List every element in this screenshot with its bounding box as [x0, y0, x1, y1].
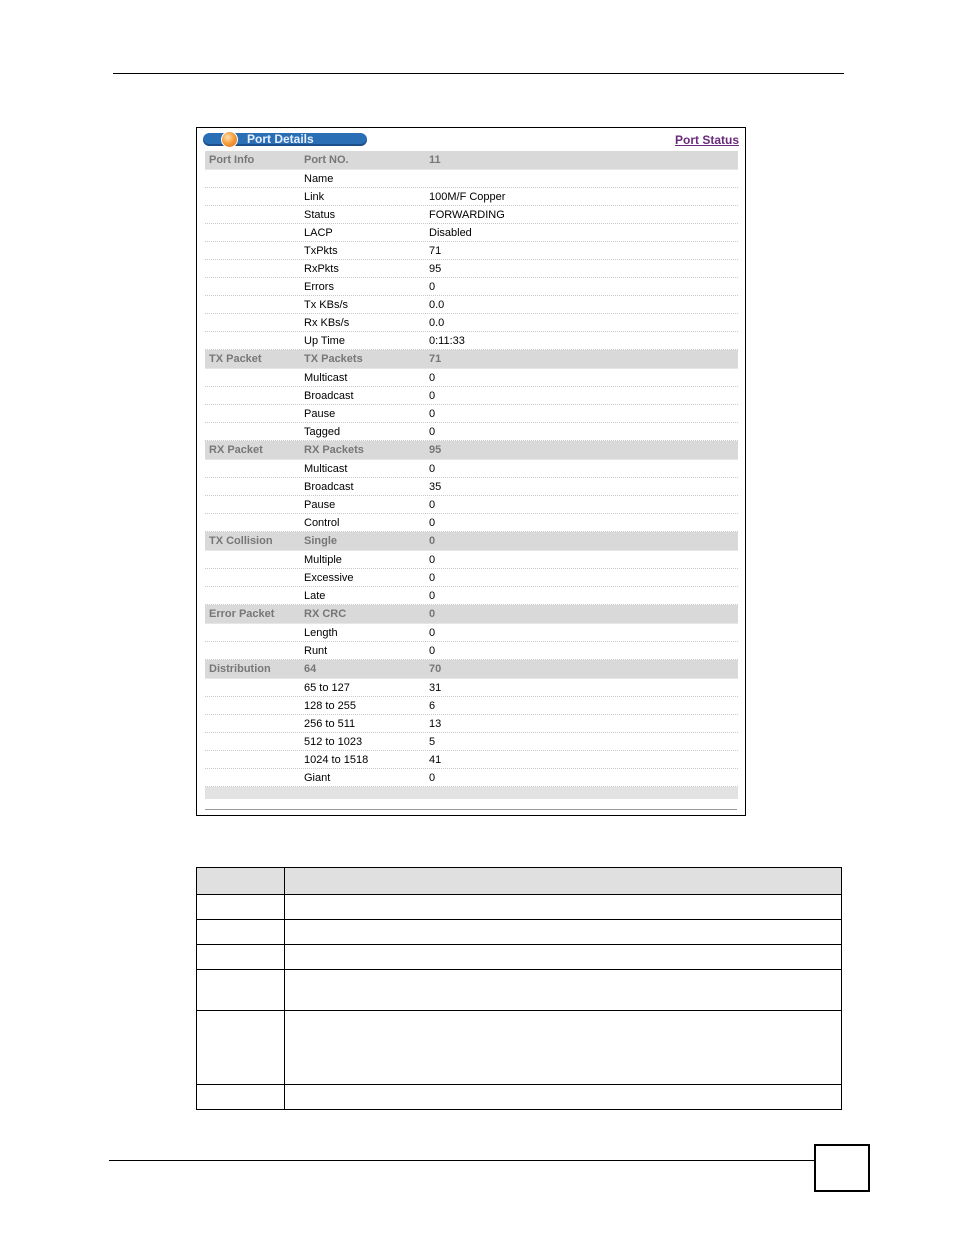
field-value: 0: [429, 281, 436, 293]
detail-row: [205, 405, 738, 423]
detail-row: [205, 387, 738, 405]
detail-row: [205, 278, 738, 296]
field-label: 1024 to 1518: [304, 754, 369, 766]
detail-row: [205, 679, 738, 697]
detail-row: [205, 751, 738, 769]
orange-ball-icon: [221, 131, 238, 148]
field-label: Late: [304, 590, 326, 602]
detail-row: [205, 314, 738, 332]
field-value: 13: [429, 718, 442, 730]
field-value: 35: [429, 481, 442, 493]
field-value: 0.0: [429, 299, 445, 311]
field-label: LACP: [304, 227, 333, 239]
field-value: 0: [429, 372, 436, 384]
field-value: 11: [429, 154, 441, 166]
field-label: Errors: [304, 281, 334, 293]
detail-row: [205, 587, 738, 605]
field-value: 0: [429, 499, 436, 511]
field-label: Pause: [304, 408, 336, 420]
field-label: Status: [304, 209, 336, 221]
field-label: Pause: [304, 499, 336, 511]
field-value: 0: [429, 390, 436, 402]
table-footer-row: [205, 787, 738, 799]
field-label: Up Time: [304, 335, 345, 347]
detail-row: [205, 697, 738, 715]
field-label: Giant: [304, 772, 331, 784]
field-label: Rx KBs/s: [304, 317, 350, 329]
field-label: Link: [304, 191, 325, 203]
page-title: Port Details: [247, 132, 314, 146]
field-value: 0: [429, 408, 436, 420]
field-value: 71: [429, 245, 442, 257]
field-label: Multicast: [304, 463, 348, 475]
detail-row: [205, 369, 738, 387]
field-value: FORWARDING: [429, 209, 505, 221]
table-row: [197, 1085, 842, 1110]
page-number-box: [814, 1144, 870, 1192]
field-value: 0: [429, 572, 436, 584]
field-label: Tx KBs/s: [304, 299, 349, 311]
field-value: 95: [429, 263, 442, 275]
section-label: TX Packet: [209, 353, 262, 365]
field-value: 0:11:33: [429, 335, 465, 347]
field-label: Tagged: [304, 426, 341, 438]
section-row: [205, 532, 738, 551]
field-label: Name: [304, 173, 334, 185]
field-label: Broadcast: [304, 390, 354, 402]
section-row: [205, 151, 738, 170]
port-details-table: [205, 151, 738, 799]
field-value: 6: [429, 700, 436, 712]
detail-row: [205, 206, 738, 224]
table-row: [197, 920, 842, 945]
field-value: 95: [429, 444, 442, 456]
port-details-screenshot: [196, 127, 746, 816]
detail-row: [205, 569, 738, 587]
field-label: Broadcast: [304, 481, 354, 493]
section-label: Port Info: [209, 154, 255, 166]
field-value: 0: [429, 627, 436, 639]
field-label: Multiple: [304, 554, 342, 566]
detail-row: [205, 332, 738, 350]
detail-row: [205, 624, 738, 642]
port-status-link[interactable]: Port Status: [674, 133, 739, 147]
field-label: 65 to 127: [304, 682, 350, 694]
field-label: Runt: [304, 645, 328, 657]
detail-row: [205, 769, 738, 787]
field-value: Disabled: [429, 227, 472, 239]
field-label: Control: [304, 517, 340, 529]
section-row: [205, 605, 738, 624]
table-row: [197, 895, 842, 920]
field-label: RX Packets: [304, 444, 364, 456]
field-value: 0.0: [429, 317, 445, 329]
detail-row: [205, 460, 738, 478]
header-rule: [113, 73, 844, 74]
field-label: TxPkts: [304, 245, 338, 257]
detail-row: [205, 423, 738, 441]
detail-row: [205, 733, 738, 751]
field-value: 0: [429, 517, 436, 529]
field-label: Port NO.: [304, 154, 349, 166]
detail-row: [205, 242, 738, 260]
section-label: Error Packet: [209, 608, 275, 620]
field-value: 0: [429, 608, 436, 620]
frame-divider: [205, 809, 737, 810]
detail-row: [205, 478, 738, 496]
field-value: 0: [429, 535, 436, 547]
field-value: 0: [429, 645, 436, 657]
field-value: 0: [429, 590, 436, 602]
field-value: 0: [429, 554, 436, 566]
field-value: 71: [429, 353, 442, 365]
field-value: 70: [429, 663, 442, 675]
field-value: 31: [429, 682, 442, 694]
field-value: 0: [429, 426, 436, 438]
field-value: 100M/F Copper: [429, 191, 506, 203]
field-label: 128 to 255: [304, 700, 356, 712]
table-row: [197, 945, 842, 970]
field-value: 0: [429, 463, 436, 475]
footer-rule: [109, 1160, 815, 1161]
detail-row: [205, 188, 738, 206]
detail-row: [205, 496, 738, 514]
field-label: 512 to 1023: [304, 736, 363, 748]
detail-row: [205, 715, 738, 733]
section-label: Distribution: [209, 663, 271, 675]
detail-row: [205, 224, 738, 242]
field-label: RxPkts: [304, 263, 339, 275]
section-row: [205, 441, 738, 460]
field-label: Single: [304, 535, 338, 547]
field-label: Excessive: [304, 572, 354, 584]
detail-row: [205, 642, 738, 660]
section-label: RX Packet: [209, 444, 263, 456]
detail-row: [205, 296, 738, 314]
field-label: RX CRC: [304, 608, 347, 620]
section-row: [205, 350, 738, 369]
field-label: Multicast: [304, 372, 348, 384]
title-banner: [203, 133, 367, 146]
table-header-row: [197, 868, 842, 895]
field-value: 0: [429, 772, 436, 784]
field-label: Length: [304, 627, 338, 639]
description-table: [196, 867, 842, 1110]
detail-row: [205, 514, 738, 532]
detail-row: [205, 551, 738, 569]
section-label: TX Collision: [209, 535, 273, 547]
field-label: 64: [304, 663, 317, 675]
table-row: [197, 970, 842, 1011]
detail-row: [205, 260, 738, 278]
field-label: TX Packets: [304, 353, 363, 365]
field-value: 5: [429, 736, 436, 748]
table-row: [197, 1011, 842, 1085]
detail-row: [205, 170, 738, 188]
field-label: 256 to 511: [304, 718, 356, 730]
field-value: 41: [429, 754, 442, 766]
section-row: [205, 660, 738, 679]
